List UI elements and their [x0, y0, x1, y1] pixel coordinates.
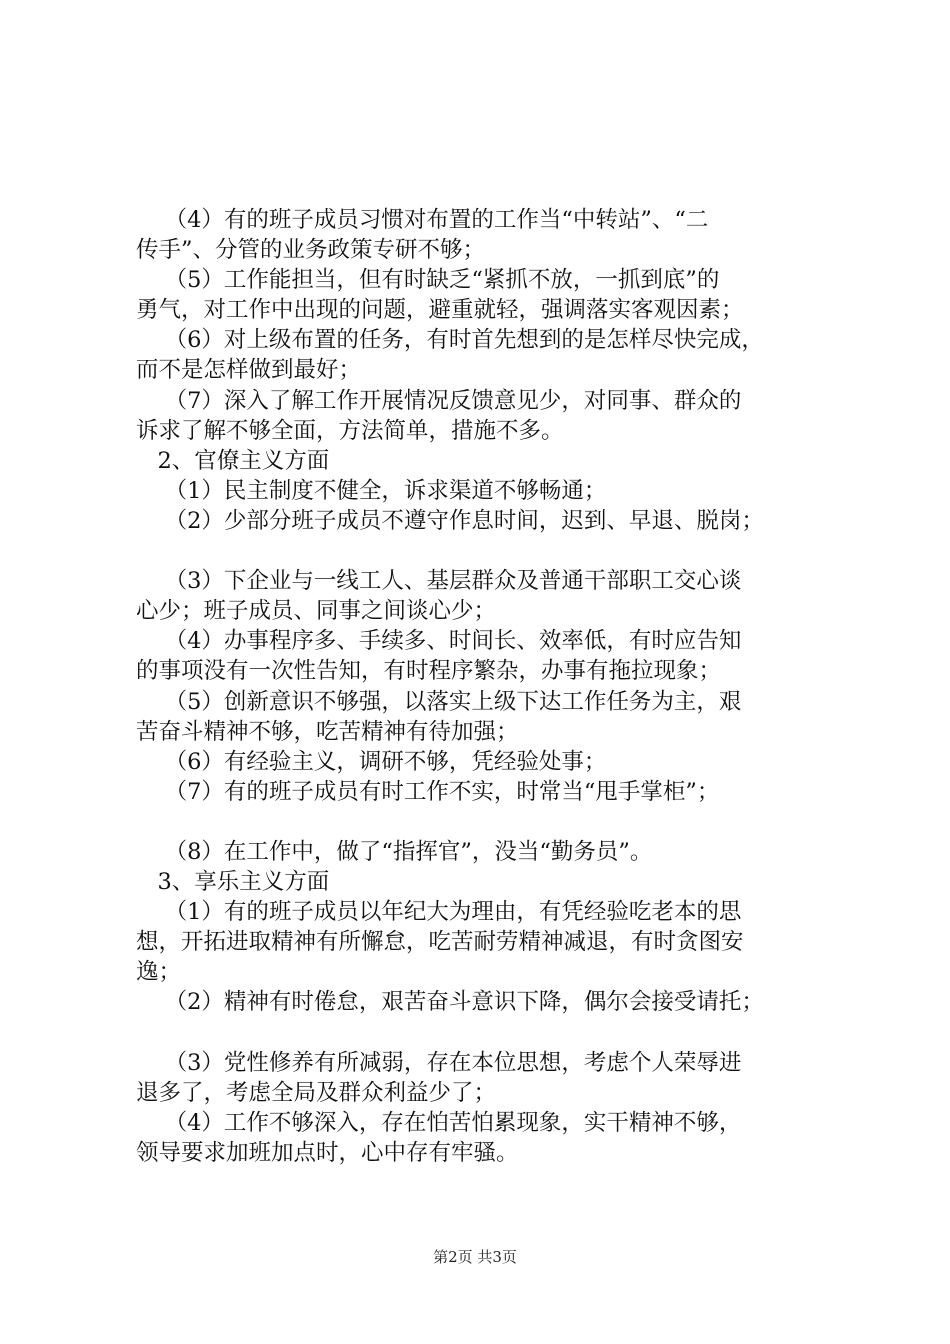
text-line: 逸；: [136, 959, 182, 986]
text-line: 苦奋斗精神不够，吃苦精神有待加强；: [136, 718, 519, 745]
text-line: （3）党性修养有所减弱，存在本位思想，考虑个人荣辱进: [136, 1049, 742, 1076]
text-line: [136, 807, 836, 837]
text-line: 而不是怎样做到最好；: [136, 357, 362, 384]
text-line: 3、享乐主义方面: [136, 869, 330, 896]
text-line: 领导要求加班加点时，心中存有牢骚。: [136, 1139, 519, 1166]
text-line: （2）精神有时倦怠，艰苦奋斗意识下降，偶尔会接受请托；: [136, 989, 764, 1016]
text-line: （8）在工作中，做了“指挥官”，没当“勤务员”。: [136, 838, 653, 865]
text-line: （1）民主制度不健全，诉求渠道不够畅通；: [136, 477, 607, 504]
text-line: 退多了，考虑全局及群众利益少了；: [136, 1079, 497, 1106]
text-line: 勇气，对工作中出现的问题，避重就轻，强调落实客观因素；: [136, 297, 744, 324]
text-line: （3）下企业与一线工人、基层群众及普通干部职工交心谈: [136, 568, 742, 595]
text-line: （1）有的班子成员以年纪大为理由，有凭经验吃老本的思: [136, 899, 742, 926]
text-line: （4）工作不够深入，存在怕苦怕累现象，实干精神不够，: [136, 1109, 742, 1136]
text-line: 想，开拓进取精神有所懈怠，吃苦耐劳精神减退，有时贪图安: [136, 929, 744, 956]
text-line: （6）对上级布置的任务，有时首先想到的是怎样尽快完成，: [136, 327, 764, 354]
document-body: [136, 205, 836, 1168]
text-line: 2、官僚主义方面: [136, 447, 330, 474]
text-line: （6）有经验主义，调研不够，凭经验处事；: [136, 748, 607, 775]
text-line: （7）有的班子成员有时工作不实，时常当“甩手掌柜”；: [136, 778, 720, 805]
text-line: （5）工作能担当，但有时缺乏“紧抓不放，一抓到底”的: [136, 267, 720, 294]
text-line: [136, 536, 836, 566]
text-line: 心少；班子成员、同事之间谈心少；: [136, 598, 497, 625]
text-line: 的事项没有一次性告知，有时程序繁杂，办事有拖拉现象；: [136, 658, 722, 685]
text-line: （4）办事程序多、手续多、时间长、效率低，有时应告知: [136, 628, 742, 655]
text-line: （2）少部分班子成员不遵守作息时间，迟到、早退、脱岗；: [136, 507, 764, 534]
text-line: （5）创新意识不够强，以落实上级下达工作任务为主，艰: [136, 688, 742, 715]
text-line: 诉求了解不够全面，方法简单，措施不多。: [136, 417, 564, 444]
text-line: [136, 1018, 836, 1048]
text-line: （4）有的班子成员习惯对布置的工作当“中转站”、“二: [136, 207, 709, 233]
text-line: 传手”、分管的业务政策专研不够；: [136, 237, 486, 264]
text-line: （7）深入了解工作开展情况反馈意见少，对同事、群众的: [136, 387, 742, 414]
page-footer: 第2页 共3页: [433, 1248, 517, 1266]
